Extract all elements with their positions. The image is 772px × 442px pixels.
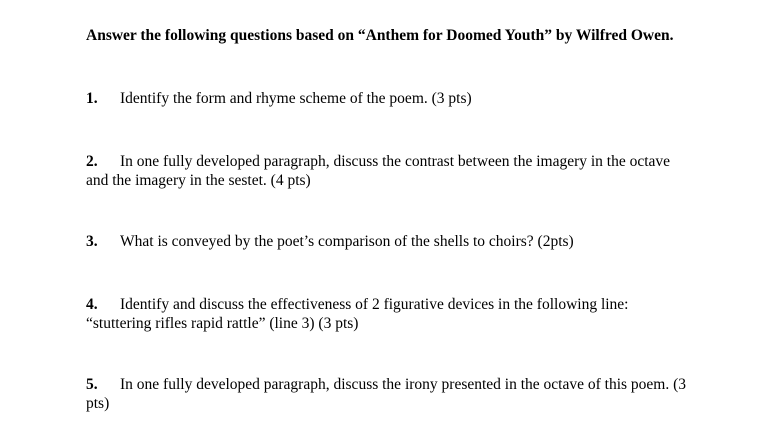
question-2-number: 2. [86,153,98,170]
question-3-number: 3. [86,233,98,250]
question-2-line-1 [86,152,726,171]
question-4-line-1 [86,295,726,314]
question-2 [86,152,726,190]
question-3-text: What is conveyed by the poet’s comparison of the shells to choirs? (2pts) [120,233,574,250]
question-2-continuation: and the imagery in the sestet. (4 pts) [86,172,311,189]
question-4 [86,295,726,333]
question-1-line-1 [86,89,726,108]
question-5-continuation: pts) [86,395,110,412]
question-4-number: 4. [86,296,98,313]
question-4-continuation: “stuttering rifles rapid rattle” (line 3) (3 pts) [86,315,359,332]
question-2-text: In one fully developed paragraph, discuss the contrast between the imagery in the octave [120,153,671,170]
question-5-text: In one fully developed paragraph, discuss the irony presented in the octave of this poem. (3 [120,376,687,393]
question-3-line-1 [86,232,726,251]
question-4-text: Identify and discuss the effectiveness of 2 figurative devices in the following line: [120,296,629,313]
question-5 [86,375,726,413]
question-1-number: 1. [86,90,98,107]
question-1-text: Identify the form and rhyme scheme of the poem. (3 pts) [120,90,472,107]
question-1 [86,89,726,108]
document-heading: Answer the following questions based on “Anthem for Doomed Youth” by Wilfred Owen. [86,27,674,44]
question-3 [86,232,726,251]
question-5-number: 5. [86,376,98,393]
question-5-line-1 [86,375,726,394]
